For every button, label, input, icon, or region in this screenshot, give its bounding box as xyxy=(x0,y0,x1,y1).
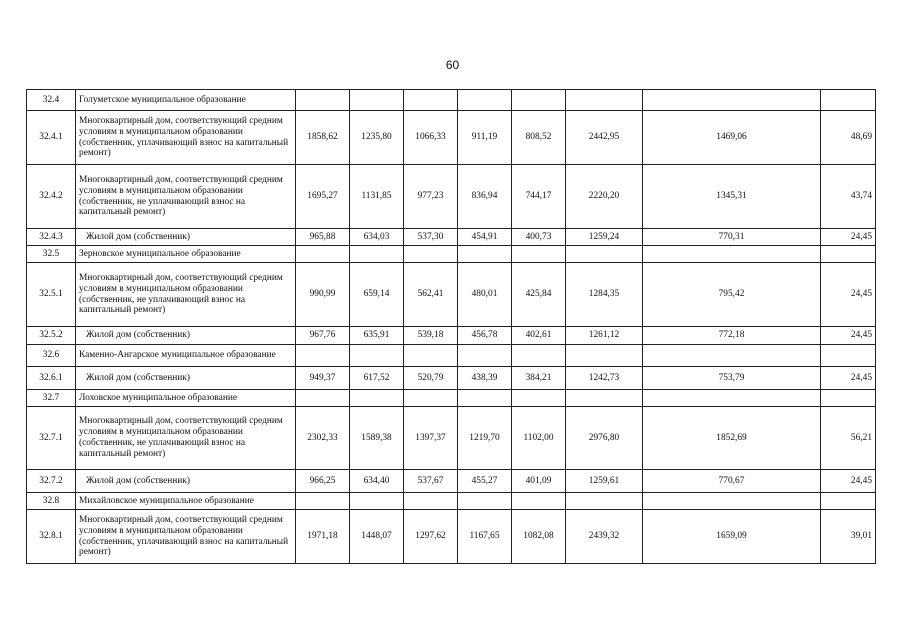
empty-cell xyxy=(821,390,876,407)
row-description: Многоквартирный дом, соответствующий средним условиям в муниципальном образовании (собственник, уплачивающий взнос на капитальный ремонт) xyxy=(76,510,296,564)
value-cell: 1284,35 xyxy=(566,263,643,327)
value-cell: 911,19 xyxy=(458,111,512,165)
table-row xyxy=(27,263,876,327)
empty-cell xyxy=(821,345,876,367)
row-description: Многоквартирный дом, соответствующий средним условиям в муниципальном образовании (собственник, не уплачивающий взнос на капитальный ремонт) xyxy=(76,407,296,470)
value-cell: 1261,12 xyxy=(566,327,643,345)
value-cell: 24,45 xyxy=(821,470,876,493)
empty-cell xyxy=(821,90,876,111)
empty-cell xyxy=(404,345,458,367)
empty-cell xyxy=(643,246,821,263)
value-cell: 1397,37 xyxy=(404,407,458,470)
value-cell: 977,23 xyxy=(404,165,458,229)
empty-cell xyxy=(643,345,821,367)
value-cell: 772,18 xyxy=(643,327,821,345)
empty-cell xyxy=(566,246,643,263)
section-row xyxy=(27,390,876,407)
value-cell: 562,41 xyxy=(404,263,458,327)
value-cell: 56,21 xyxy=(821,407,876,470)
table-row xyxy=(27,407,876,470)
table-row xyxy=(27,367,876,390)
row-code: 32.6 xyxy=(27,345,76,367)
value-cell: 1297,62 xyxy=(404,510,458,564)
page-number: 60 xyxy=(445,58,460,72)
section-title: Каменно-Ангарское муниципальное образование xyxy=(76,345,296,367)
section-title: Голуметское муниципальное образование xyxy=(76,90,296,111)
empty-cell xyxy=(458,345,512,367)
empty-cell xyxy=(404,90,458,111)
value-cell: 1589,38 xyxy=(350,407,404,470)
value-cell: 24,45 xyxy=(821,263,876,327)
value-cell: 966,25 xyxy=(296,470,350,493)
value-cell: 634,40 xyxy=(350,470,404,493)
value-cell: 635,91 xyxy=(350,327,404,345)
row-code: 32.7.2 xyxy=(27,470,76,493)
value-cell: 2442,95 xyxy=(566,111,643,165)
row-code: 32.5.2 xyxy=(27,327,76,345)
empty-cell xyxy=(296,345,350,367)
value-cell: 808,52 xyxy=(512,111,566,165)
value-cell: 1167,65 xyxy=(458,510,512,564)
value-cell: 1695,27 xyxy=(296,165,350,229)
empty-cell xyxy=(458,493,512,510)
value-cell: 1852,69 xyxy=(643,407,821,470)
table-row xyxy=(27,229,876,246)
empty-cell xyxy=(643,390,821,407)
empty-cell xyxy=(296,493,350,510)
section-row xyxy=(27,246,876,263)
value-cell: 770,31 xyxy=(643,229,821,246)
value-cell: 43,74 xyxy=(821,165,876,229)
table-row xyxy=(27,111,876,165)
value-cell: 967,76 xyxy=(296,327,350,345)
value-cell: 400,73 xyxy=(512,229,566,246)
row-code: 32.4.1 xyxy=(27,111,76,165)
row-code: 32.4.3 xyxy=(27,229,76,246)
empty-cell xyxy=(296,90,350,111)
value-cell: 454,91 xyxy=(458,229,512,246)
row-description: Жилой дом (собственник) xyxy=(76,470,296,493)
value-cell: 537,67 xyxy=(404,470,458,493)
row-code: 32.7 xyxy=(27,390,76,407)
value-cell: 1082,08 xyxy=(512,510,566,564)
value-cell: 949,37 xyxy=(296,367,350,390)
value-cell: 455,27 xyxy=(458,470,512,493)
row-code: 32.5 xyxy=(27,246,76,263)
empty-cell xyxy=(643,493,821,510)
value-cell: 39,01 xyxy=(821,510,876,564)
value-cell: 480,01 xyxy=(458,263,512,327)
value-cell: 401,09 xyxy=(512,470,566,493)
value-cell: 537,30 xyxy=(404,229,458,246)
value-cell: 1131,85 xyxy=(350,165,404,229)
row-description: Многоквартирный дом, соответствующий средним условиям в муниципальном образовании (собственник, не уплачивающий взнос на капитальный ремонт) xyxy=(76,165,296,229)
value-cell: 770,67 xyxy=(643,470,821,493)
value-cell: 24,45 xyxy=(821,367,876,390)
section-title: Лоховское муниципальное образование xyxy=(76,390,296,407)
row-description: Жилой дом (собственник) xyxy=(76,229,296,246)
table-row xyxy=(27,165,876,229)
row-description: Жилой дом (собственник) xyxy=(76,367,296,390)
empty-cell xyxy=(296,246,350,263)
table-row xyxy=(27,470,876,493)
empty-cell xyxy=(643,90,821,111)
value-cell: 634,03 xyxy=(350,229,404,246)
value-cell: 1102,00 xyxy=(512,407,566,470)
empty-cell xyxy=(350,90,404,111)
empty-cell xyxy=(350,246,404,263)
value-cell: 1448,07 xyxy=(350,510,404,564)
empty-cell xyxy=(512,345,566,367)
value-cell: 2220,20 xyxy=(566,165,643,229)
value-cell: 384,21 xyxy=(512,367,566,390)
empty-cell xyxy=(458,246,512,263)
value-cell: 24,45 xyxy=(821,327,876,345)
value-cell: 2976,80 xyxy=(566,407,643,470)
row-code: 32.4.2 xyxy=(27,165,76,229)
value-cell: 539,18 xyxy=(404,327,458,345)
value-cell: 1659,09 xyxy=(643,510,821,564)
empty-cell xyxy=(566,90,643,111)
value-cell: 425,84 xyxy=(512,263,566,327)
empty-cell xyxy=(512,493,566,510)
row-code: 32.5.1 xyxy=(27,263,76,327)
value-cell: 438,39 xyxy=(458,367,512,390)
empty-cell xyxy=(512,390,566,407)
row-code: 32.6.1 xyxy=(27,367,76,390)
value-cell: 1469,06 xyxy=(643,111,821,165)
value-cell: 520,79 xyxy=(404,367,458,390)
empty-cell xyxy=(404,390,458,407)
empty-cell xyxy=(404,493,458,510)
value-cell: 836,94 xyxy=(458,165,512,229)
row-code: 32.8 xyxy=(27,493,76,510)
value-cell: 990,99 xyxy=(296,263,350,327)
empty-cell xyxy=(512,246,566,263)
row-code: 32.4 xyxy=(27,90,76,111)
empty-cell xyxy=(821,493,876,510)
value-cell: 617,52 xyxy=(350,367,404,390)
value-cell: 2302,33 xyxy=(296,407,350,470)
table-row xyxy=(27,327,876,345)
empty-cell xyxy=(512,90,566,111)
row-description: Жилой дом (собственник) xyxy=(76,327,296,345)
empty-cell xyxy=(458,90,512,111)
empty-cell xyxy=(566,493,643,510)
value-cell: 402,61 xyxy=(512,327,566,345)
section-title: Зерновское муниципальное образование xyxy=(76,246,296,263)
empty-cell xyxy=(458,390,512,407)
value-cell: 1858,62 xyxy=(296,111,350,165)
value-cell: 753,79 xyxy=(643,367,821,390)
value-cell: 1259,24 xyxy=(566,229,643,246)
value-cell: 795,42 xyxy=(643,263,821,327)
value-cell: 1971,18 xyxy=(296,510,350,564)
section-title: Михайловское муниципальное образование xyxy=(76,493,296,510)
value-cell: 659,14 xyxy=(350,263,404,327)
value-cell: 1219,70 xyxy=(458,407,512,470)
empty-cell xyxy=(566,390,643,407)
value-cell: 1066,33 xyxy=(404,111,458,165)
row-code: 32.7.1 xyxy=(27,407,76,470)
section-row xyxy=(27,345,876,367)
value-cell: 456,78 xyxy=(458,327,512,345)
empty-cell xyxy=(566,345,643,367)
empty-cell xyxy=(296,390,350,407)
value-cell: 1235,80 xyxy=(350,111,404,165)
value-cell: 744,17 xyxy=(512,165,566,229)
table-body xyxy=(27,90,876,564)
row-description: Многоквартирный дом, соответствующий средним условиям в муниципальном образовании (собственник, не уплачивающий взнос на капитальный ремонт) xyxy=(76,263,296,327)
empty-cell xyxy=(821,246,876,263)
row-code: 32.8.1 xyxy=(27,510,76,564)
value-cell: 1259,61 xyxy=(566,470,643,493)
table-row xyxy=(27,510,876,564)
row-description: Многоквартирный дом, соответствующий средним условиям в муниципальном образовании (собственник, уплачивающий взнос на капитальный ремонт) xyxy=(76,111,296,165)
section-row xyxy=(27,493,876,510)
value-cell: 24,45 xyxy=(821,229,876,246)
empty-cell xyxy=(350,493,404,510)
tariff-table xyxy=(26,89,876,564)
empty-cell xyxy=(350,345,404,367)
section-row xyxy=(27,90,876,111)
empty-cell xyxy=(404,246,458,263)
value-cell: 965,88 xyxy=(296,229,350,246)
value-cell: 1345,31 xyxy=(643,165,821,229)
empty-cell xyxy=(350,390,404,407)
value-cell: 48,69 xyxy=(821,111,876,165)
value-cell: 1242,73 xyxy=(566,367,643,390)
value-cell: 2439,32 xyxy=(566,510,643,564)
